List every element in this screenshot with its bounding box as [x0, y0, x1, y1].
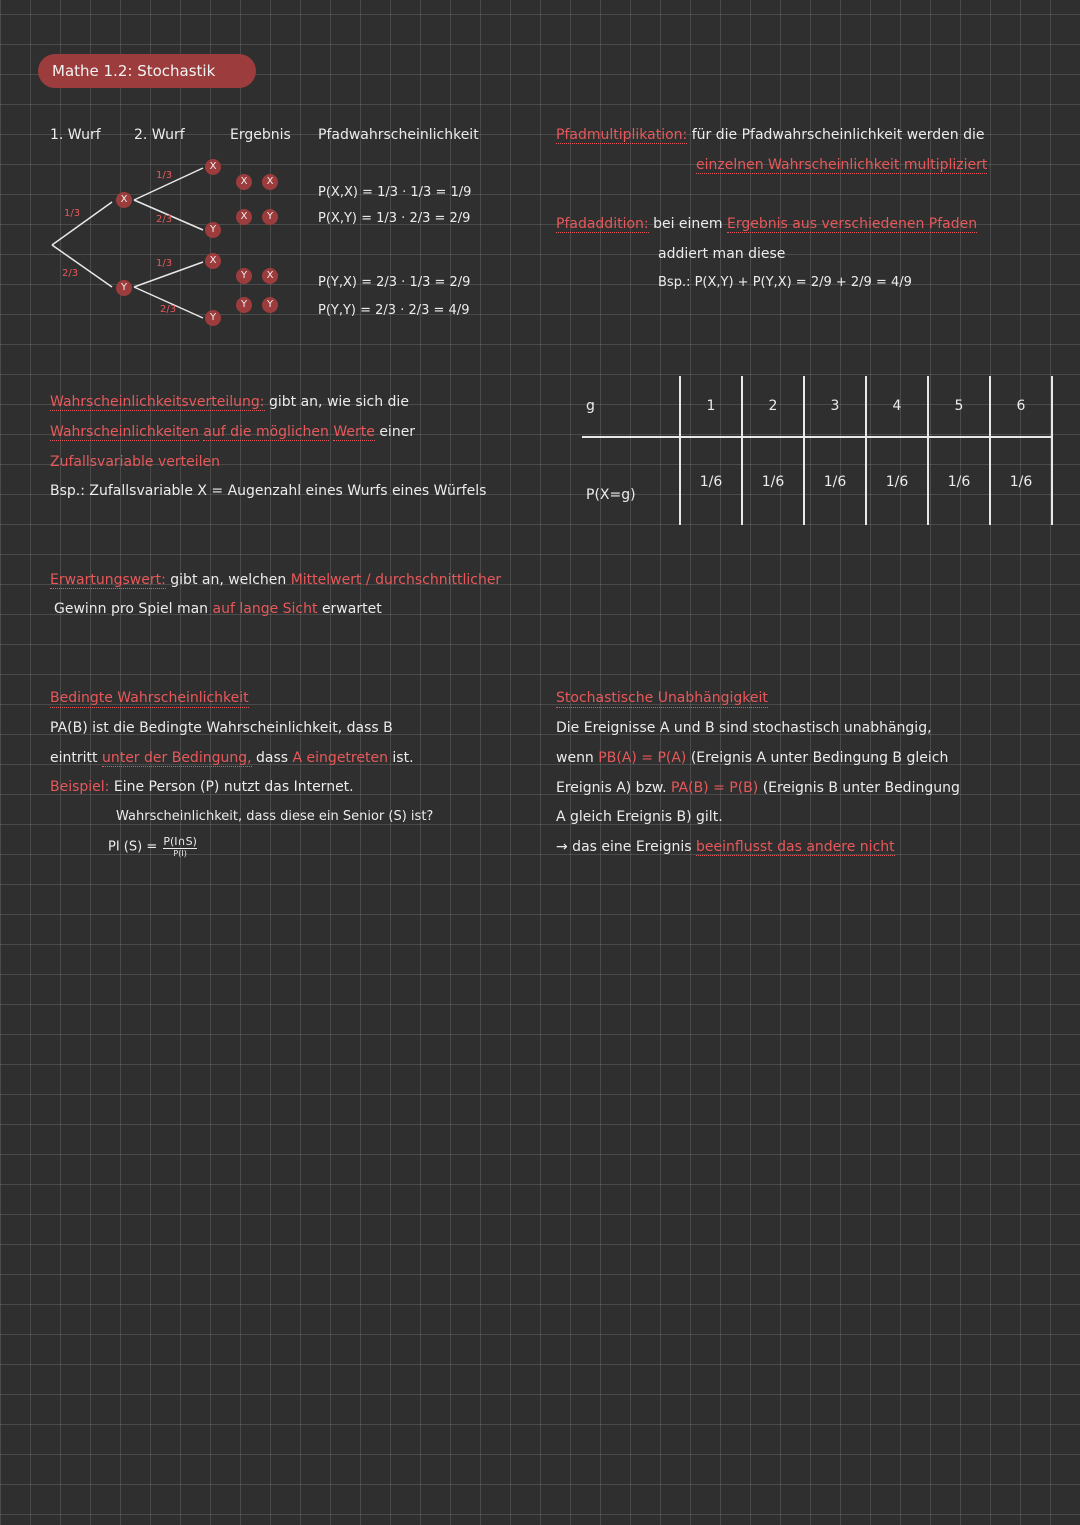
- path-formula-xy: P(X,Y) = 1/3 · 2/3 = 2/9: [318, 211, 471, 226]
- tree-header-result: Ergebnis: [230, 127, 291, 143]
- verteilung-line1: [50, 393, 409, 411]
- distribution-label-g: g: [582, 376, 680, 437]
- pfadaddition-text1a: bei einem: [653, 216, 723, 232]
- distribution-value-5: 5: [928, 376, 990, 437]
- unabhaengigkeit-line3b: PA(B) = P(B): [670, 780, 759, 796]
- erwartungswert-text1a: gibt an, welchen: [170, 572, 287, 588]
- bedingte-formula-lhs: PI (S) =: [108, 839, 158, 855]
- pfadaddition-line1: [556, 215, 977, 233]
- unabhaengigkeit-line2a: wenn: [556, 750, 594, 766]
- path-formula-yx: P(Y,X) = 2/3 · 1/3 = 2/9: [318, 275, 471, 290]
- erwartungswert-text1b: Mittelwert / durchschnittlicher: [290, 572, 502, 588]
- tree-node-2-x-bottom: X: [205, 253, 221, 269]
- result-yx-2: X: [262, 268, 278, 284]
- tree-diagram-lines: [0, 0, 300, 340]
- verteilung-line2c: Werte: [333, 424, 375, 440]
- tree-prob-2-yx: 1/3: [156, 258, 173, 269]
- distribution-label-p: P(X=g): [586, 487, 636, 503]
- bedingte-example: [50, 778, 354, 796]
- path-formula-xx: P(X,X) = 1/3 · 1/3 = 1/9: [318, 185, 472, 200]
- distribution-value-6: 6: [990, 376, 1052, 437]
- bedingte-formula-fraction: [163, 836, 197, 858]
- verteilung-line2: [50, 423, 415, 441]
- tree-node-2-y-top: Y: [205, 222, 221, 238]
- unabhaengigkeit-line2: [556, 749, 948, 767]
- pfadmultiplikation-text1: für die Pfadwahrscheinlichkeit werden die: [691, 127, 985, 143]
- verteilung-line2d: einer: [379, 424, 416, 440]
- page-title-text: Mathe 1.2: Stochastik: [52, 62, 216, 80]
- pfadmultiplikation-line2: [696, 156, 987, 174]
- verteilung-line3: Zufallsvariable verteilen: [50, 454, 220, 470]
- pfadaddition-text1b: Ergebnis aus verschiedenen Pfaden: [727, 216, 978, 232]
- pfadmultiplikation-text2: einzelnen Wahrscheinlichkeit multipliziert: [696, 157, 988, 173]
- bedingte-line2c: dass: [256, 750, 289, 766]
- bedingte-formula-den: P(I): [173, 849, 187, 858]
- path-formula-yy: P(Y,Y) = 2/3 · 2/3 = 4/9: [318, 303, 470, 318]
- distribution-table: [582, 376, 1053, 525]
- distribution-value-2: 2: [742, 376, 804, 437]
- tree-prob-2-xy: 2/3: [156, 214, 173, 225]
- unabhaengigkeit-line4: A gleich Ereignis B) gilt.: [556, 809, 723, 825]
- tree-prob-2-xx: 1/3: [156, 170, 173, 181]
- distribution-row-values: [582, 376, 1052, 437]
- pfadaddition-term: Pfadaddition:: [556, 216, 649, 232]
- erwartungswert-text2b: auf lange Sicht: [212, 601, 318, 617]
- distribution-prob-5: 1/6: [928, 437, 990, 525]
- erwartungswert-term: Erwartungswert:: [50, 572, 166, 588]
- result-xy-2: Y: [262, 209, 278, 225]
- bedingte-line2: [50, 749, 414, 767]
- unabhaengigkeit-line3c: (Ereignis B unter Bedingung: [762, 780, 960, 796]
- result-yy-1: Y: [236, 297, 252, 313]
- unabhaengigkeit-line2b: PB(A) = P(A): [598, 750, 687, 766]
- tree-prob-1-y: 2/3: [62, 268, 79, 279]
- bedingte-line2a: eintritt: [50, 750, 98, 766]
- bedingte-formula: [108, 836, 197, 858]
- distribution-prob-4: 1/6: [866, 437, 928, 525]
- verteilung-line2b: auf die möglichen: [203, 424, 329, 440]
- tree-node-2-y-bottom: Y: [205, 310, 221, 326]
- tree-header-first-throw: 1. Wurf: [50, 127, 101, 143]
- result-xx-2: X: [262, 174, 278, 190]
- bedingte-example-label: Beispiel:: [50, 779, 110, 795]
- tree-header-path-prob: Pfadwahrscheinlichkeit: [318, 127, 479, 143]
- distribution-prob-2: 1/6: [742, 437, 804, 525]
- verteilung-example: Bsp.: Zufallsvariable X = Augenzahl eines Wurfs eines Würfels: [50, 483, 487, 499]
- result-xx-1: X: [236, 174, 252, 190]
- unabhaengigkeit-line5: [556, 838, 895, 856]
- distribution-value-3: 3: [804, 376, 866, 437]
- bedingte-formula-num: P(I∩S): [163, 835, 197, 848]
- pfadaddition-example: Bsp.: P(X,Y) + P(Y,X) = 2/9 + 2/9 = 4/9: [658, 275, 912, 290]
- unabhaengigkeit-line3a: Ereignis A) bzw.: [556, 780, 667, 796]
- result-yx-1: Y: [236, 268, 252, 284]
- distribution-value-1: 1: [680, 376, 742, 437]
- pfadmultiplikation-line1: [556, 126, 985, 144]
- tree-node-1-x: X: [116, 192, 132, 208]
- unabhaengigkeit-line5a: → das eine Ereignis: [556, 839, 692, 855]
- tree-prob-2-yy: 2/3: [160, 304, 177, 315]
- distribution-value-4: 4: [866, 376, 928, 437]
- bedingte-line2d: A eingetreten: [292, 750, 388, 766]
- erwartungswert-line2: [54, 600, 382, 618]
- bedingte-line1: PA(B) ist die Bedingte Wahrscheinlichkeit, dass B: [50, 720, 393, 736]
- verteilung-text1: gibt an, wie sich die: [268, 394, 409, 410]
- verteilung-term: Wahrscheinlichkeitsverteilung:: [50, 394, 265, 410]
- unabhaengigkeit-line3: [556, 779, 960, 797]
- unabhaengigkeit-line2c: (Ereignis A unter Bedingung B gleich: [690, 750, 949, 766]
- bedingte-line2e: ist.: [392, 750, 414, 766]
- pfadaddition-text2: addiert man diese: [658, 246, 786, 262]
- distribution-row-probs: [582, 437, 1052, 525]
- distribution-prob-6: 1/6: [990, 437, 1052, 525]
- distribution-prob-3: 1/6: [804, 437, 866, 525]
- tree-node-1-y: Y: [116, 280, 132, 296]
- bedingte-example-text: Eine Person (P) nutzt das Internet.: [113, 779, 354, 795]
- verteilung-line2a: Wahrscheinlichkeiten: [50, 424, 199, 440]
- result-xy-1: X: [236, 209, 252, 225]
- result-yy-2: Y: [262, 297, 278, 313]
- tree-node-2-x-top: X: [205, 159, 221, 175]
- distribution-prob-1: 1/6: [680, 437, 742, 525]
- bedingte-question: Wahrscheinlichkeit, dass diese ein Senior (S) ist?: [116, 809, 434, 824]
- tree-prob-1-x: 1/3: [64, 208, 81, 219]
- bedingte-line2b: unter der Bedingung,: [101, 750, 252, 766]
- tree-header-second-throw: 2. Wurf: [134, 127, 185, 143]
- pfadmultiplikation-term: Pfadmultiplikation:: [556, 127, 688, 143]
- erwartungswert-text2a: Gewinn pro Spiel man: [54, 601, 209, 617]
- erwartungswert-line1: [50, 571, 501, 589]
- bedingte-heading: Bedingte Wahrscheinlichkeit: [50, 690, 249, 706]
- unabhaengigkeit-heading: Stochastische Unabhängigkeit: [556, 690, 768, 706]
- unabhaengigkeit-line5b: beeinflusst das andere nicht: [696, 839, 895, 855]
- unabhaengigkeit-line1: Die Ereignisse A und B sind stochastisch unabhängig,: [556, 720, 932, 736]
- erwartungswert-text2c: erwartet: [321, 601, 382, 617]
